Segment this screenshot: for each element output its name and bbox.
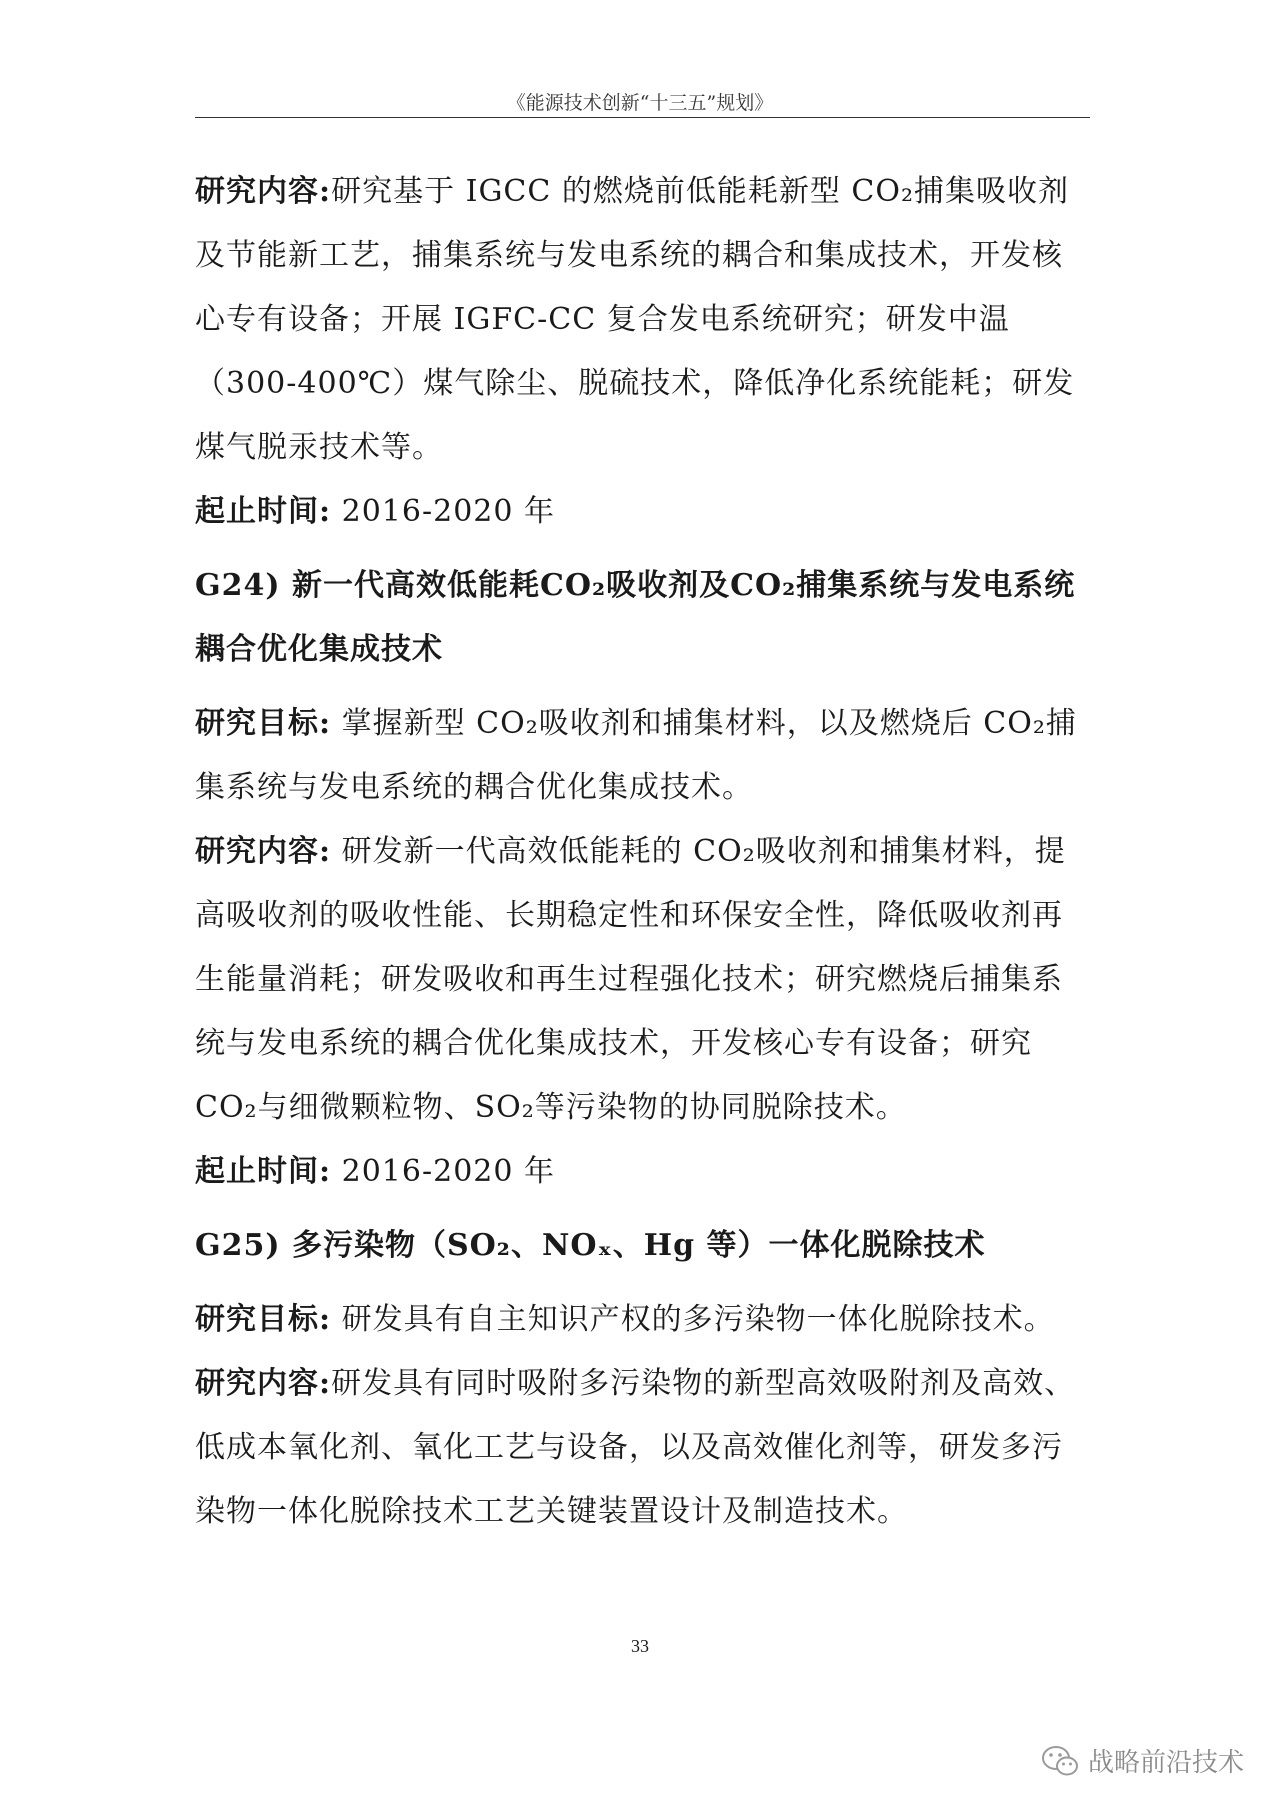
prev-content-paragraph <box>195 160 1090 480</box>
content-text: 研发具有同时吸附多污染物的新型高效吸附剂及高效、低成本氧化剂、氧化工艺与设备，以及高效催化剂等，研发多污染物一体化脱除技术工艺关键装置设计及制造技术。 <box>195 1366 1076 1529</box>
goal-label: 研究目标: <box>195 706 332 741</box>
prev-period-paragraph <box>195 480 1090 544</box>
g24-goal-paragraph <box>195 692 1090 820</box>
period-label: 起止时间: <box>195 494 332 529</box>
goal-text: 研发具有自主知识产权的多污染物一体化脱除技术。 <box>341 1302 1055 1337</box>
g24-title: G24) 新一代高效低能耗CO₂吸收剂及CO₂捕集系统与发电系统耦合优化集成技术 <box>195 568 1076 667</box>
g24-period-paragraph <box>195 1140 1090 1204</box>
g25-content-paragraph <box>195 1352 1090 1544</box>
goal-label: 研究目标: <box>195 1302 332 1337</box>
goal-text: 掌握新型 CO₂吸收剂和捕集材料，以及燃烧后 CO₂捕集系统与发电系统的耦合优化集成技术。 <box>195 706 1077 805</box>
period-label: 起止时间: <box>195 1154 332 1189</box>
document-body <box>195 160 1090 1544</box>
content-text: 研究基于 IGCC 的燃烧前低能耗新型 CO₂捕集吸收剂及节能新工艺，捕集系统与发电系统的耦合和集成技术，开发核心专有设备；开展 IGFC-CC 复合发电系统研究；研发中温（300-400℃）煤气除尘、脱硫技术，降低净化系统能耗；研发煤气脱汞技术等。 <box>195 174 1075 465</box>
content-label: 研究内容: <box>195 174 332 209</box>
period-text: 2016-2020 年 <box>341 494 555 529</box>
page-header: 《能源技术创新“十三五”规划》 <box>506 92 774 114</box>
content-label: 研究内容: <box>195 1366 332 1401</box>
wechat-icon <box>1040 1744 1080 1778</box>
header-rule <box>195 117 1090 118</box>
g25-goal-paragraph <box>195 1288 1090 1352</box>
g25-title: G25) 多污染物（SO₂、NOₓ、Hg 等）一体化脱除技术 <box>195 1228 986 1263</box>
page-number: 33 <box>631 1636 649 1656</box>
watermark-text: 战略前沿技术 <box>1087 1748 1244 1778</box>
content-text: 研发新一代高效低能耗的 CO₂吸收剂和捕集材料，提高吸收剂的吸收性能、长期稳定性和环保安全性，降低吸收剂再生能量消耗；研发吸收和再生过程强化技术；研究燃烧后捕集系统与发电系统的耦合优化集成技术，开发核心专有设备；研究 CO₂与细微颗粒物、SO₂等污染物的协同脱除技术。 <box>195 834 1066 1125</box>
g24-content-paragraph <box>195 820 1090 1140</box>
content-label: 研究内容: <box>195 834 332 869</box>
period-text: 2016-2020 年 <box>341 1154 555 1189</box>
watermark <box>1040 1742 1244 1779</box>
